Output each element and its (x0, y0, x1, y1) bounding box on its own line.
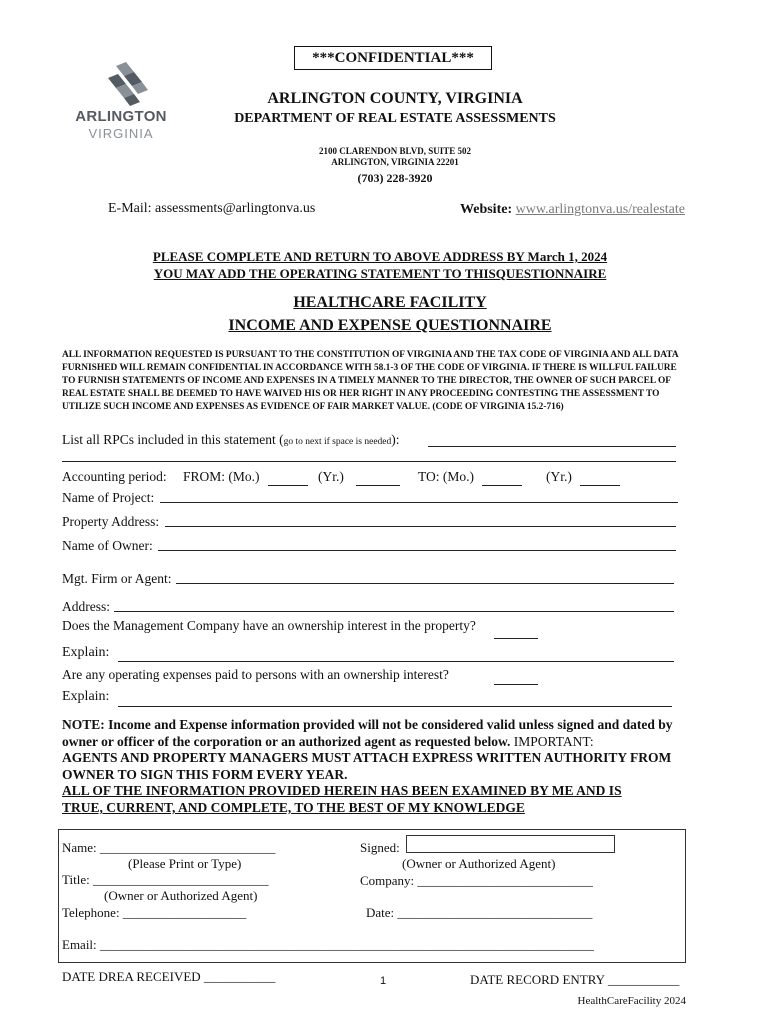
signer-title-field[interactable]: Title: ___________________________ (62, 872, 269, 887)
mgt-address-input[interactable] (114, 611, 674, 612)
page-number: 1 (380, 975, 387, 987)
contact-email: E-Mail: assessments@arlingtonva.us (108, 201, 316, 216)
owner-name-input[interactable] (158, 550, 676, 551)
ownership-answer-input[interactable] (494, 638, 538, 639)
mgt-firm-label: Mgt. Firm or Agent: (62, 571, 172, 586)
date-record-entry[interactable]: DATE RECORD ENTRY ___________ (470, 972, 680, 987)
property-address-input[interactable] (165, 526, 676, 527)
from-month-label: FROM: (Mo.) (183, 469, 260, 484)
important-label: IMPORTANT: (510, 733, 594, 749)
signer-telephone-field[interactable]: Telephone: ___________________ (62, 905, 247, 920)
signed-hint: (Owner or Authorized Agent) (402, 856, 556, 871)
arlington-logo (66, 62, 176, 146)
to-year-input[interactable] (580, 485, 620, 486)
rpcs-label: List all RPCs included in this statement (go to next if space is needed): (62, 432, 400, 447)
date-field[interactable]: Date: ______________________________ (366, 905, 593, 920)
project-name-input[interactable] (160, 502, 678, 503)
owner-name-label: Name of Owner: (62, 538, 153, 553)
arlington-logo-icon (98, 62, 150, 108)
mgt-address-label: Address: (62, 599, 110, 614)
project-name-label: Name of Project: (62, 490, 155, 505)
department-name: DEPARTMENT OF REAL ESTATE ASSESSMENTS (234, 111, 556, 126)
from-month-input[interactable] (268, 485, 308, 486)
to-month-input[interactable] (482, 485, 522, 486)
phone-number: (703) 228-3920 (357, 171, 433, 185)
company-field[interactable]: Company: ___________________________ (360, 873, 593, 888)
address-line-2: ARLINGTON, VIRGINIA 22201 (331, 157, 459, 167)
rpcs-continuation-input[interactable] (62, 461, 676, 462)
address-line-1: 2100 CLARENDON BLVD, SUITE 502 (319, 146, 471, 156)
expenses-question: Are any operating expenses paid to persons with an ownership interest? (62, 667, 449, 682)
certification-line-1: ALL OF THE INFORMATION PROVIDED HEREIN HAS BEEN EXAMINED BY ME AND IS (62, 783, 622, 799)
explain-1-input[interactable] (118, 661, 674, 662)
rpcs-input[interactable] (428, 446, 676, 447)
explain-2-label: Explain: (62, 689, 110, 704)
date-drea-received[interactable]: DATE DREA RECEIVED ___________ (62, 969, 276, 984)
operating-statement-instruction: YOU MAY ADD THE OPERATING STATEMENT TO THISQUESTIONNAIRE (153, 266, 607, 281)
from-year-label: (Yr.) (318, 469, 344, 484)
accounting-period-label: Accounting period: (62, 469, 167, 484)
agents-authority-note: AGENTS AND PROPERTY MANAGERS MUST ATTACH EXPRESS WRITTEN AUTHORITY FROM OWNER TO SIGN THIS FORM EVERY YEAR. (62, 750, 672, 782)
signature-input[interactable] (406, 835, 615, 853)
to-year-label: (Yr.) (546, 469, 572, 484)
explain-1-label: Explain: (62, 645, 110, 660)
signer-name-field[interactable]: Name: ___________________________ (62, 840, 276, 855)
logo-wordmark-arlington: ARLINGTON (75, 108, 167, 125)
website-link[interactable]: www.arlingtonva.us/realestate (515, 202, 685, 217)
legal-notice: ALL INFORMATION REQUESTED IS PURSUANT TO THE CONSTITUTION OF VIRGINIA AND THE TAX CODE OF VIRGINIA AND ALL DATA FURNISHED WILL REMAIN CONFIDENTIAL IN ACCORDANCE WITH 58.1-3 OF THE CODE OF VIRGINIA. IF THERE IS WILLFUL FAILURE TO FURNISH STATEMENTS OF INCOME AND EXPENSES IN A TIMELY MANNER TO THE DIRECTOR, THE OWNER OF SUCH PARCEL OF REAL ESTATE SHALL BE DEEMED TO HAVE WAIVED HIS OR HER RIGHT IN ANY PROCEEDING CONTESTING THE ASSESSMENT TO UTILIZE SUCH INCOME AND EXPENSES AS EVIDENCE OF FAIR MARKET VALUE. (CODE OF VIRGINIA 15.2-716) (62, 350, 679, 412)
website-label: Website: (460, 202, 513, 217)
certification-note (62, 717, 692, 817)
signed-label: Signed: (360, 840, 400, 855)
contact-website (460, 202, 685, 218)
from-year-input[interactable] (356, 485, 400, 486)
form-name-footer: HealthCareFacility 2024 (577, 995, 686, 1007)
confidential-banner: ***CONFIDENTIAL*** (294, 46, 492, 70)
ownership-question: Does the Management Company have an ownership interest in the property? (62, 618, 476, 633)
signer-title-hint: (Owner or Authorized Agent) (104, 888, 258, 903)
form-title-line-1: HEALTHCARE FACILITY (293, 294, 487, 311)
certification-line-2: TRUE, CURRENT, AND COMPLETE, TO THE BEST OF MY KNOWLEDGE (62, 799, 525, 815)
county-name: ARLINGTON COUNTY, VIRGINIA (267, 90, 523, 107)
form-title-line-2: INCOME AND EXPENSE QUESTIONNAIRE (228, 317, 552, 334)
return-instruction: PLEASE COMPLETE AND RETURN TO ABOVE ADDRESS BY March 1, 2024 (152, 249, 608, 264)
logo-wordmark-virginia: VIRGINIA (88, 126, 154, 141)
mgt-firm-input[interactable] (176, 583, 674, 584)
explain-2-input[interactable] (118, 706, 672, 707)
validity-note: NOTE: Income and Expense information provided will not be considered valid unless signed and dated by owner or officer of the corporation or an authorized agent as requested below. (62, 717, 673, 749)
signer-name-hint: (Please Print or Type) (128, 856, 242, 871)
to-month-label: TO: (Mo.) (418, 469, 474, 484)
signer-email-field[interactable]: Email: ____________________________________________________________________________ (62, 937, 594, 952)
expenses-answer-input[interactable] (494, 684, 538, 685)
property-address-label: Property Address: (62, 514, 160, 529)
